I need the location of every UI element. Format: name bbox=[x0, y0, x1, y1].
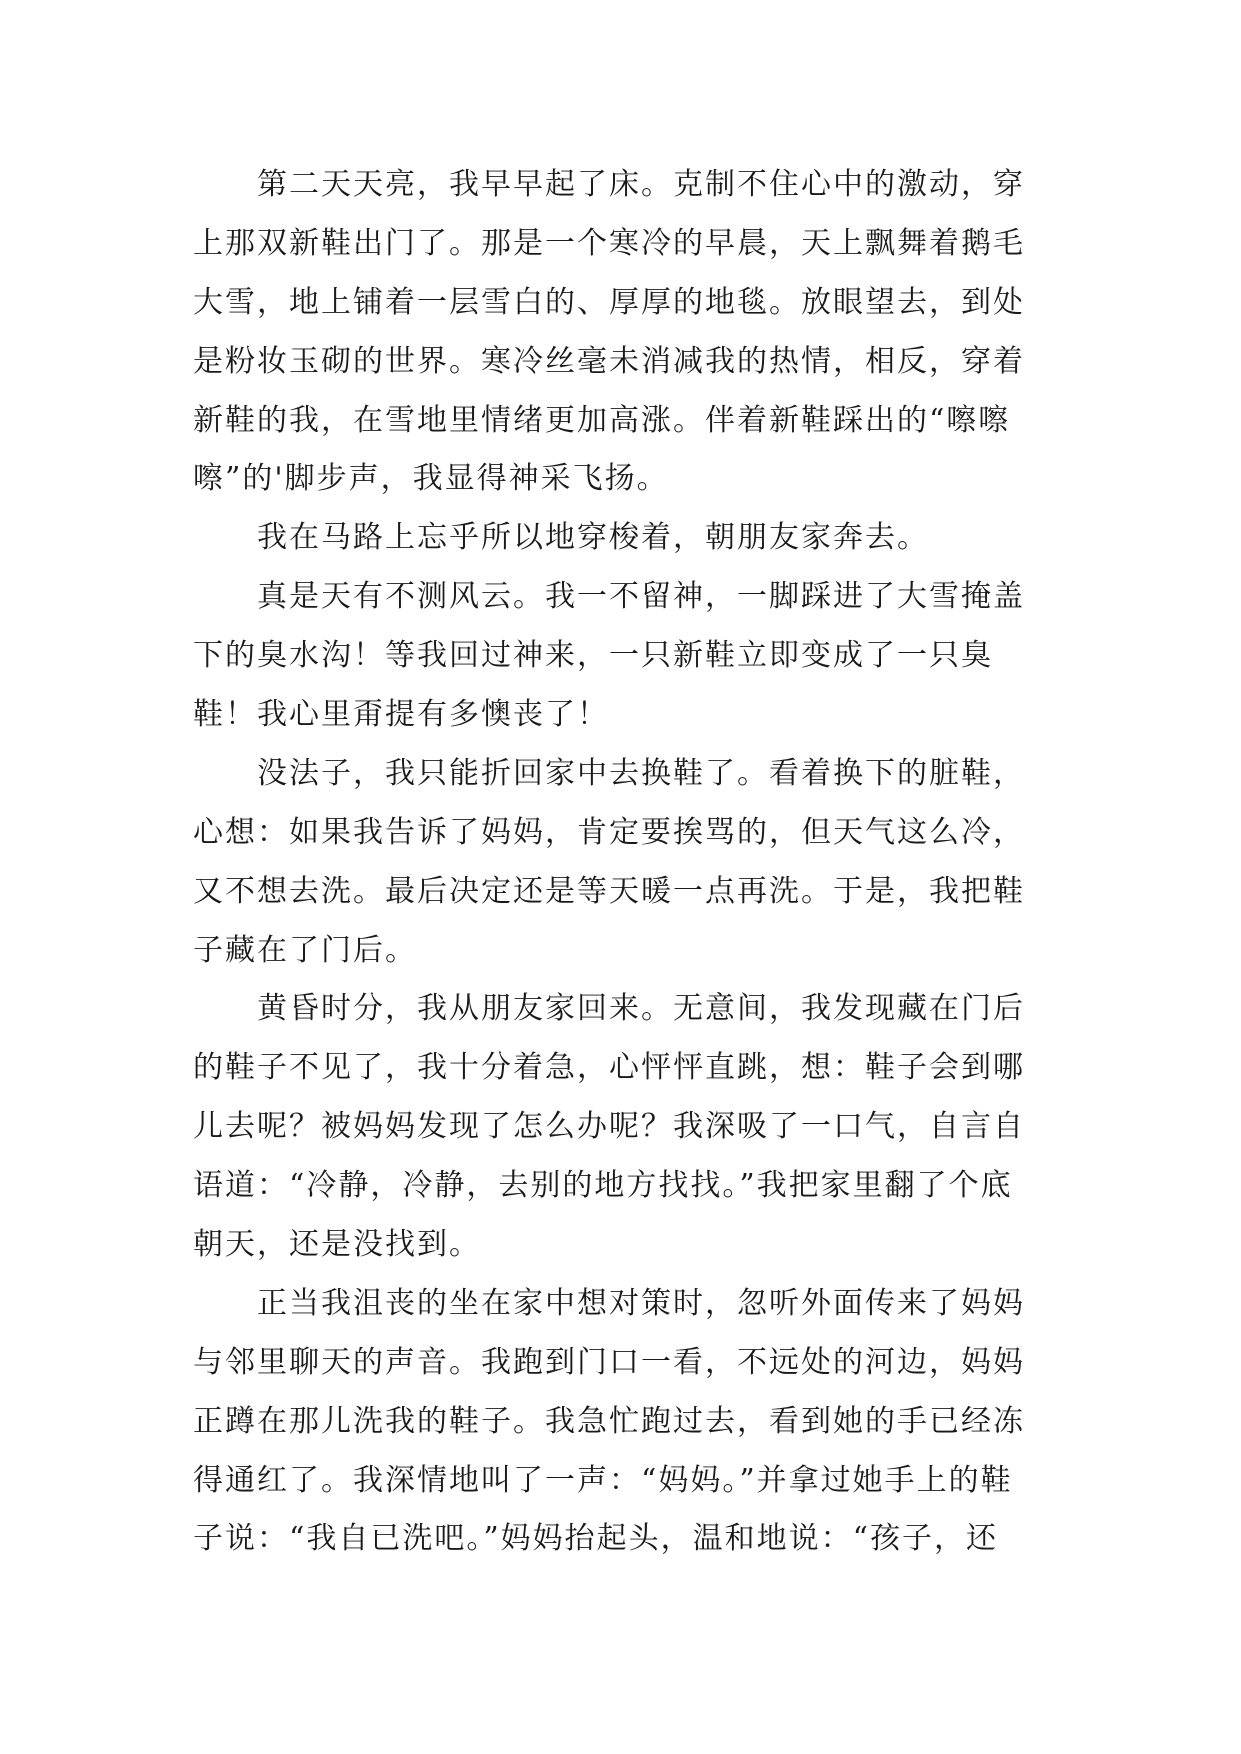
paragraph-4-line-4: 子藏在了门后。 bbox=[193, 932, 417, 968]
paragraph-1-line-6: 嚓”的'脚步声，我显得神采飞扬。 bbox=[193, 461, 669, 497]
paragraph-5-line-1: 黄昏时分，我从朋友家回来。无意间，我发现藏在门后 bbox=[257, 991, 1025, 1027]
body-text bbox=[193, 156, 1073, 1569]
paragraph-3-line-3: 鞋！我心里甭提有多懊丧了！ bbox=[193, 697, 609, 733]
paragraph-3-line-2: 下的臭水沟！等我回过神来，一只新鞋立即变成了一只臭 bbox=[193, 638, 993, 674]
paragraph-5-line-2: 的鞋子不见了，我十分着急，心怦怦直跳，想：鞋子会到哪 bbox=[193, 1050, 1025, 1086]
paragraph-4-line-1: 没法子，我只能折回家中去换鞋了。看着换下的脏鞋， bbox=[257, 755, 1025, 791]
paragraph-1-line-5: 新鞋的我，在雪地里情绪更加高涨。伴着新鞋踩出的“嚓嚓 bbox=[193, 402, 1011, 438]
paragraph-6-line-2: 与邻里聊天的声音。我跑到门口一看，不远处的河边，妈妈 bbox=[193, 1344, 1025, 1380]
paragraph-1-line-4: 是粉妆玉砌的世界。寒冷丝毫未消减我的热情，相反，穿着 bbox=[193, 343, 1025, 379]
paragraph-5-line-5: 朝天，还是没找到。 bbox=[193, 1227, 481, 1263]
paragraph-1-line-1: 第二天天亮，我早早起了床。克制不住心中的激动，穿 bbox=[257, 167, 1025, 202]
paragraph-4-line-2: 心想：如果我告诉了妈妈，肯定要挨骂的，但天气这么冷， bbox=[193, 814, 1025, 850]
paragraph-2-line-1: 我在马路上忘乎所以地穿梭着，朝朋友家奔去。 bbox=[257, 520, 929, 556]
paragraph-5-line-4: 语道：“冷静，冷静，去别的地方找找。”我把家里翻了个底 bbox=[193, 1168, 1013, 1204]
paragraph-6-line-4: 得通红了。我深情地叫了一声：“妈妈。”并拿过她手上的鞋 bbox=[193, 1462, 1013, 1498]
paragraph-1-line-2: 上那双新鞋出门了。那是一个寒冷的早晨，天上飘舞着鹅毛 bbox=[193, 225, 1025, 261]
paragraph-6-line-5: 子说：“我自已洗吧。”妈妈抬起头，温和地说：“孩子，还 bbox=[193, 1521, 999, 1557]
paragraph-6-line-3: 正蹲在那儿洗我的鞋子。我急忙跑过去，看到她的手已经冻 bbox=[193, 1403, 1025, 1439]
paragraph-1-line-3: 大雪，地上铺着一层雪白的、厚厚的地毯。放眼望去，到处 bbox=[193, 284, 1025, 320]
paragraph-6-line-1: 正当我沮丧的坐在家中想对策时，忽听外面传来了妈妈 bbox=[257, 1285, 1025, 1321]
paragraph-5-line-3: 儿去呢？被妈妈发现了怎么办呢？我深吸了一口气，自言自 bbox=[193, 1109, 1025, 1145]
paragraph-3-line-1: 真是天有不测风云。我一不留神，一脚踩进了大雪掩盖 bbox=[257, 579, 1025, 615]
paragraph-4-line-3: 又不想去洗。最后决定还是等天暖一点再洗。于是，我把鞋 bbox=[193, 873, 1025, 909]
